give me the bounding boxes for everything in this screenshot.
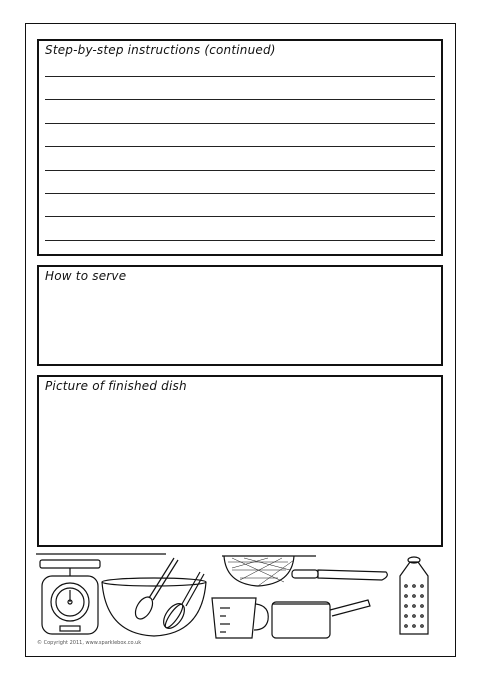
writing-line [45,123,435,124]
whisk-icon [159,572,204,632]
knife-icon [292,570,387,580]
writing-line [45,240,435,241]
kitchen-scale-icon [40,560,100,634]
writing-line [45,99,435,100]
sieve-icon [222,556,316,586]
how-to-serve-title: How to serve [45,269,127,283]
writing-line [45,76,435,77]
grater-icon [400,557,428,634]
picture-title: Picture of finished dish [45,379,187,393]
writing-line [45,170,435,171]
step-by-step-title: Step-by-step instructions (continued) [45,43,276,57]
copyright-text: © Copyright 2011, www.sparklebox.co.uk [37,640,142,646]
measuring-jug-icon [212,598,268,638]
picture-panel [37,375,443,547]
writing-line [45,146,435,147]
writing-line [45,216,435,217]
kitchen-utensils-illustration [36,550,446,640]
step-by-step-panel [37,39,443,256]
writing-line [45,193,435,194]
mixing-bowl-icon [102,578,206,636]
saucepan-icon [272,600,370,638]
how-to-serve-panel [37,265,443,366]
